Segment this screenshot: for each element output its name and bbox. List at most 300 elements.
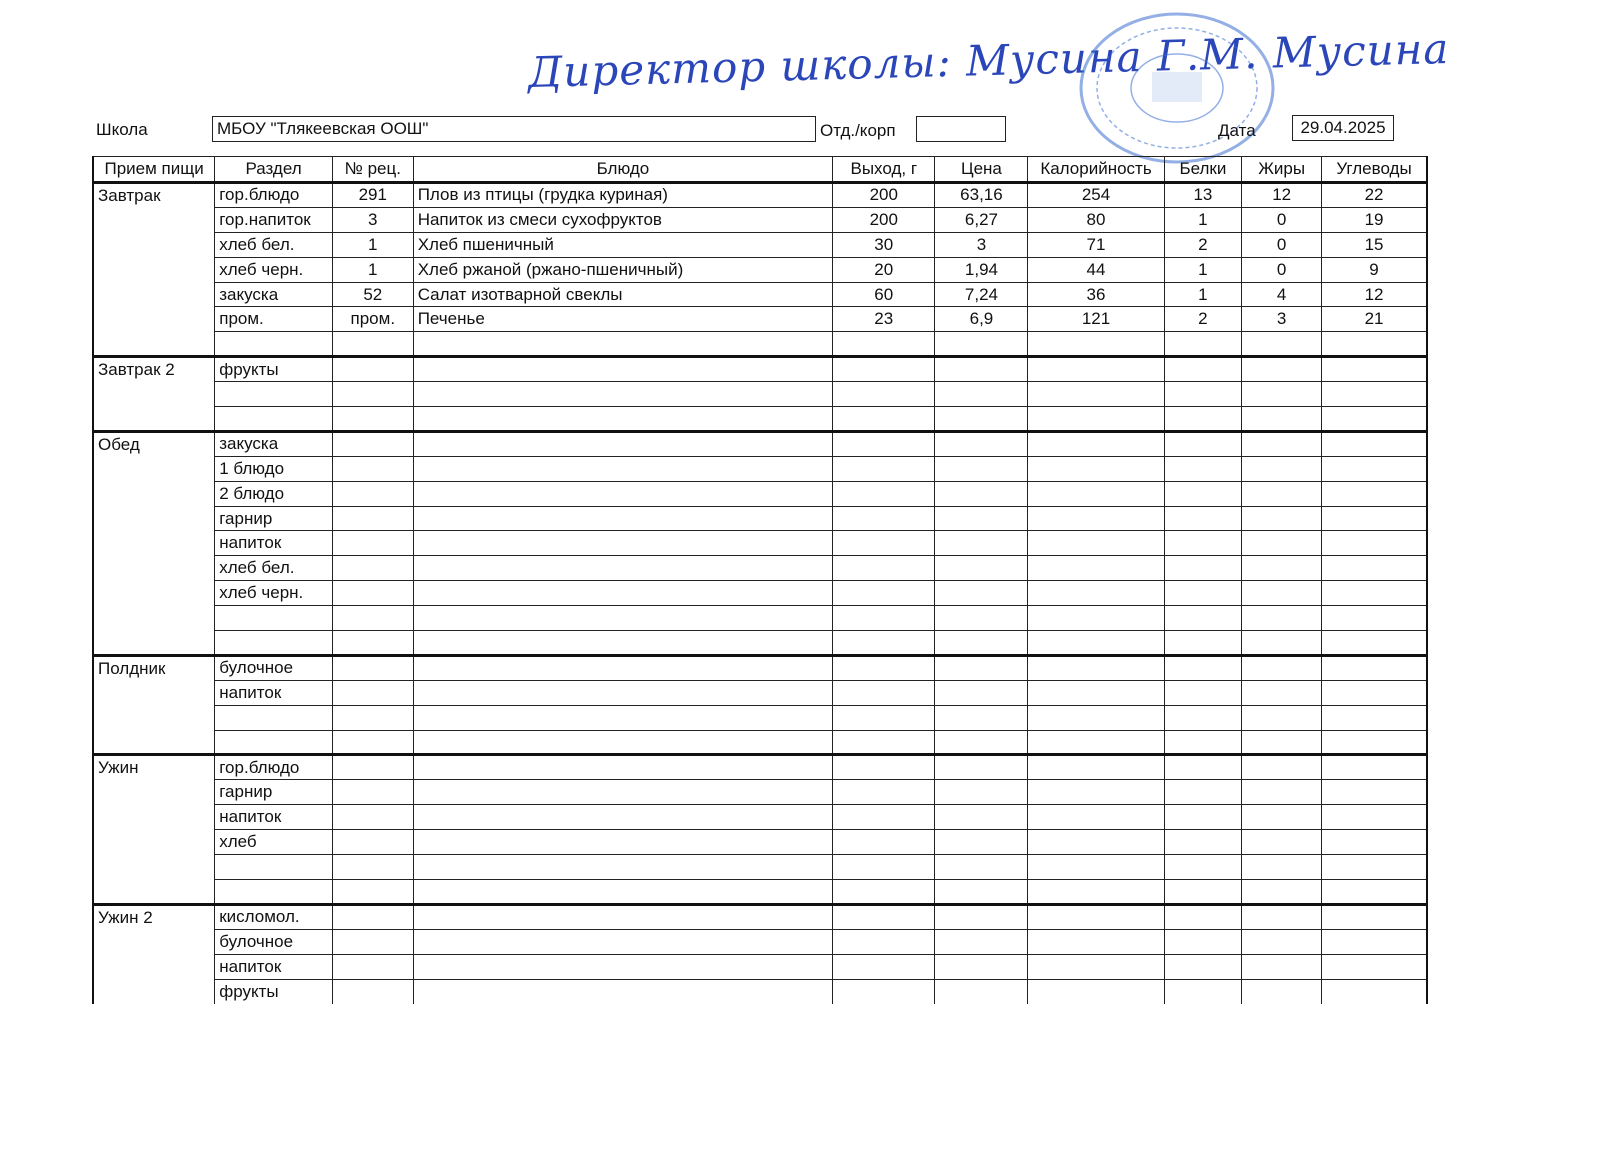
- yield-cell[interactable]: 200: [833, 207, 935, 232]
- fat-cell[interactable]: [1242, 954, 1322, 979]
- carbs-cell[interactable]: [1322, 382, 1427, 407]
- recipe-cell[interactable]: [332, 680, 413, 705]
- kcal-cell[interactable]: 44: [1028, 257, 1164, 282]
- protein-cell[interactable]: [1164, 830, 1242, 855]
- yield-cell[interactable]: [833, 531, 935, 556]
- fat-cell[interactable]: 0: [1242, 207, 1322, 232]
- section-cell[interactable]: закуска: [215, 282, 333, 307]
- section-cell[interactable]: закуска: [215, 431, 333, 456]
- dish-cell[interactable]: [413, 655, 832, 680]
- fat-cell[interactable]: [1242, 805, 1322, 830]
- kcal-cell[interactable]: [1028, 904, 1164, 929]
- carbs-cell[interactable]: 15: [1322, 232, 1427, 257]
- price-cell[interactable]: [935, 855, 1028, 880]
- recipe-cell[interactable]: [332, 606, 413, 631]
- protein-cell[interactable]: [1164, 805, 1242, 830]
- kcal-cell[interactable]: [1028, 456, 1164, 481]
- recipe-cell[interactable]: 52: [332, 282, 413, 307]
- recipe-cell[interactable]: [332, 830, 413, 855]
- dish-cell[interactable]: [413, 805, 832, 830]
- protein-cell[interactable]: [1164, 357, 1242, 382]
- fat-cell[interactable]: [1242, 456, 1322, 481]
- kcal-cell[interactable]: 121: [1028, 307, 1164, 332]
- yield-cell[interactable]: [833, 755, 935, 780]
- section-cell[interactable]: фрукты: [215, 979, 333, 1004]
- recipe-cell[interactable]: [332, 705, 413, 730]
- kcal-cell[interactable]: [1028, 531, 1164, 556]
- kcal-cell[interactable]: [1028, 332, 1164, 357]
- carbs-cell[interactable]: [1322, 680, 1427, 705]
- protein-cell[interactable]: 1: [1164, 207, 1242, 232]
- fat-cell[interactable]: [1242, 556, 1322, 581]
- section-cell[interactable]: 1 блюдо: [215, 456, 333, 481]
- fat-cell[interactable]: [1242, 631, 1322, 656]
- fat-cell[interactable]: [1242, 655, 1322, 680]
- carbs-cell[interactable]: [1322, 407, 1427, 432]
- dish-cell[interactable]: [413, 481, 832, 506]
- carbs-cell[interactable]: [1322, 655, 1427, 680]
- dish-cell[interactable]: [413, 606, 832, 631]
- yield-cell[interactable]: [833, 929, 935, 954]
- yield-cell[interactable]: [833, 780, 935, 805]
- fat-cell[interactable]: [1242, 606, 1322, 631]
- section-cell[interactable]: напиток: [215, 680, 333, 705]
- recipe-cell[interactable]: 291: [332, 183, 413, 208]
- protein-cell[interactable]: [1164, 780, 1242, 805]
- price-cell[interactable]: [935, 407, 1028, 432]
- dish-cell[interactable]: [413, 855, 832, 880]
- section-cell[interactable]: напиток: [215, 954, 333, 979]
- carbs-cell[interactable]: [1322, 506, 1427, 531]
- kcal-cell[interactable]: [1028, 879, 1164, 904]
- dish-cell[interactable]: [413, 456, 832, 481]
- yield-cell[interactable]: [833, 506, 935, 531]
- dish-cell[interactable]: [413, 979, 832, 1004]
- recipe-cell[interactable]: 3: [332, 207, 413, 232]
- price-cell[interactable]: [935, 830, 1028, 855]
- price-cell[interactable]: [935, 979, 1028, 1004]
- fat-cell[interactable]: [1242, 357, 1322, 382]
- section-cell[interactable]: кисломол.: [215, 904, 333, 929]
- section-cell[interactable]: гор.блюдо: [215, 755, 333, 780]
- kcal-cell[interactable]: [1028, 631, 1164, 656]
- recipe-cell[interactable]: [332, 780, 413, 805]
- recipe-cell[interactable]: [332, 979, 413, 1004]
- protein-cell[interactable]: [1164, 904, 1242, 929]
- recipe-cell[interactable]: пром.: [332, 307, 413, 332]
- carbs-cell[interactable]: [1322, 431, 1427, 456]
- price-cell[interactable]: [935, 730, 1028, 755]
- yield-cell[interactable]: [833, 655, 935, 680]
- dish-cell[interactable]: [413, 780, 832, 805]
- yield-cell[interactable]: [833, 631, 935, 656]
- kcal-cell[interactable]: [1028, 730, 1164, 755]
- protein-cell[interactable]: [1164, 456, 1242, 481]
- fat-cell[interactable]: [1242, 705, 1322, 730]
- fat-cell[interactable]: [1242, 680, 1322, 705]
- carbs-cell[interactable]: [1322, 830, 1427, 855]
- dish-cell[interactable]: [413, 407, 832, 432]
- dish-cell[interactable]: Печенье: [413, 307, 832, 332]
- protein-cell[interactable]: [1164, 929, 1242, 954]
- protein-cell[interactable]: [1164, 531, 1242, 556]
- section-cell[interactable]: [215, 705, 333, 730]
- yield-cell[interactable]: 20: [833, 257, 935, 282]
- recipe-cell[interactable]: [332, 755, 413, 780]
- fat-cell[interactable]: [1242, 755, 1322, 780]
- yield-cell[interactable]: [833, 855, 935, 880]
- recipe-cell[interactable]: [332, 904, 413, 929]
- fat-cell[interactable]: [1242, 431, 1322, 456]
- fat-cell[interactable]: 0: [1242, 257, 1322, 282]
- kcal-cell[interactable]: [1028, 780, 1164, 805]
- price-cell[interactable]: 6,9: [935, 307, 1028, 332]
- dish-cell[interactable]: [413, 556, 832, 581]
- price-cell[interactable]: [935, 506, 1028, 531]
- section-cell[interactable]: [215, 879, 333, 904]
- price-cell[interactable]: [935, 357, 1028, 382]
- kcal-cell[interactable]: [1028, 655, 1164, 680]
- kcal-cell[interactable]: [1028, 830, 1164, 855]
- kcal-cell[interactable]: 36: [1028, 282, 1164, 307]
- protein-cell[interactable]: 2: [1164, 307, 1242, 332]
- price-cell[interactable]: 1,94: [935, 257, 1028, 282]
- recipe-cell[interactable]: [332, 581, 413, 606]
- yield-cell[interactable]: [833, 954, 935, 979]
- fat-cell[interactable]: 3: [1242, 307, 1322, 332]
- dish-cell[interactable]: [413, 830, 832, 855]
- section-cell[interactable]: [215, 730, 333, 755]
- dish-cell[interactable]: Салат изотварной свеклы: [413, 282, 832, 307]
- fat-cell[interactable]: [1242, 407, 1322, 432]
- yield-cell[interactable]: [833, 407, 935, 432]
- protein-cell[interactable]: [1164, 730, 1242, 755]
- carbs-cell[interactable]: 21: [1322, 307, 1427, 332]
- price-cell[interactable]: [935, 705, 1028, 730]
- protein-cell[interactable]: [1164, 680, 1242, 705]
- carbs-cell[interactable]: [1322, 855, 1427, 880]
- yield-cell[interactable]: [833, 904, 935, 929]
- carbs-cell[interactable]: [1322, 606, 1427, 631]
- dish-cell[interactable]: [413, 755, 832, 780]
- carbs-cell[interactable]: [1322, 904, 1427, 929]
- section-cell[interactable]: хлеб черн.: [215, 257, 333, 282]
- price-cell[interactable]: 3: [935, 232, 1028, 257]
- kcal-cell[interactable]: [1028, 855, 1164, 880]
- section-cell[interactable]: хлеб бел.: [215, 556, 333, 581]
- yield-cell[interactable]: [833, 332, 935, 357]
- yield-cell[interactable]: [833, 382, 935, 407]
- carbs-cell[interactable]: [1322, 556, 1427, 581]
- section-cell[interactable]: [215, 606, 333, 631]
- price-cell[interactable]: [935, 481, 1028, 506]
- recipe-cell[interactable]: 1: [332, 232, 413, 257]
- carbs-cell[interactable]: [1322, 481, 1427, 506]
- price-cell[interactable]: [935, 655, 1028, 680]
- kcal-cell[interactable]: [1028, 481, 1164, 506]
- section-cell[interactable]: гор.напиток: [215, 207, 333, 232]
- section-cell[interactable]: гор.блюдо: [215, 183, 333, 208]
- carbs-cell[interactable]: [1322, 332, 1427, 357]
- recipe-cell[interactable]: [332, 805, 413, 830]
- price-cell[interactable]: [935, 382, 1028, 407]
- recipe-cell[interactable]: [332, 407, 413, 432]
- date-field[interactable]: 29.04.2025: [1292, 115, 1394, 141]
- protein-cell[interactable]: [1164, 382, 1242, 407]
- fat-cell[interactable]: [1242, 780, 1322, 805]
- dish-cell[interactable]: Напиток из смеси сухофруктов: [413, 207, 832, 232]
- recipe-cell[interactable]: [332, 655, 413, 680]
- carbs-cell[interactable]: [1322, 357, 1427, 382]
- carbs-cell[interactable]: [1322, 979, 1427, 1004]
- price-cell[interactable]: [935, 755, 1028, 780]
- fat-cell[interactable]: [1242, 830, 1322, 855]
- dish-cell[interactable]: [413, 879, 832, 904]
- protein-cell[interactable]: [1164, 407, 1242, 432]
- protein-cell[interactable]: [1164, 655, 1242, 680]
- price-cell[interactable]: [935, 680, 1028, 705]
- section-cell[interactable]: хлеб черн.: [215, 581, 333, 606]
- recipe-cell[interactable]: [332, 556, 413, 581]
- kcal-cell[interactable]: [1028, 606, 1164, 631]
- protein-cell[interactable]: [1164, 431, 1242, 456]
- protein-cell[interactable]: [1164, 879, 1242, 904]
- recipe-cell[interactable]: [332, 357, 413, 382]
- kcal-cell[interactable]: [1028, 929, 1164, 954]
- dept-field[interactable]: [916, 116, 1006, 142]
- protein-cell[interactable]: [1164, 556, 1242, 581]
- kcal-cell[interactable]: [1028, 805, 1164, 830]
- recipe-cell[interactable]: [332, 332, 413, 357]
- fat-cell[interactable]: [1242, 382, 1322, 407]
- yield-cell[interactable]: 200: [833, 183, 935, 208]
- kcal-cell[interactable]: [1028, 382, 1164, 407]
- price-cell[interactable]: [935, 631, 1028, 656]
- price-cell[interactable]: [935, 531, 1028, 556]
- carbs-cell[interactable]: [1322, 631, 1427, 656]
- price-cell[interactable]: [935, 581, 1028, 606]
- fat-cell[interactable]: 4: [1242, 282, 1322, 307]
- kcal-cell[interactable]: 80: [1028, 207, 1164, 232]
- section-cell[interactable]: [215, 332, 333, 357]
- protein-cell[interactable]: [1164, 506, 1242, 531]
- price-cell[interactable]: [935, 556, 1028, 581]
- price-cell[interactable]: [935, 954, 1028, 979]
- yield-cell[interactable]: [833, 830, 935, 855]
- price-cell[interactable]: [935, 332, 1028, 357]
- dish-cell[interactable]: [413, 382, 832, 407]
- recipe-cell[interactable]: [332, 481, 413, 506]
- protein-cell[interactable]: [1164, 581, 1242, 606]
- dish-cell[interactable]: [413, 431, 832, 456]
- yield-cell[interactable]: [833, 357, 935, 382]
- recipe-cell[interactable]: [332, 506, 413, 531]
- recipe-cell[interactable]: [332, 431, 413, 456]
- section-cell[interactable]: хлеб: [215, 830, 333, 855]
- section-cell[interactable]: хлеб бел.: [215, 232, 333, 257]
- protein-cell[interactable]: [1164, 954, 1242, 979]
- kcal-cell[interactable]: [1028, 680, 1164, 705]
- protein-cell[interactable]: 1: [1164, 282, 1242, 307]
- carbs-cell[interactable]: 22: [1322, 183, 1427, 208]
- section-cell[interactable]: напиток: [215, 805, 333, 830]
- protein-cell[interactable]: [1164, 481, 1242, 506]
- recipe-cell[interactable]: [332, 631, 413, 656]
- dish-cell[interactable]: [413, 506, 832, 531]
- dish-cell[interactable]: Хлеб ржаной (ржано-пшеничный): [413, 257, 832, 282]
- price-cell[interactable]: [935, 431, 1028, 456]
- protein-cell[interactable]: [1164, 631, 1242, 656]
- dish-cell[interactable]: [413, 531, 832, 556]
- fat-cell[interactable]: [1242, 879, 1322, 904]
- recipe-cell[interactable]: [332, 954, 413, 979]
- fat-cell[interactable]: [1242, 531, 1322, 556]
- kcal-cell[interactable]: [1028, 705, 1164, 730]
- price-cell[interactable]: 6,27: [935, 207, 1028, 232]
- fat-cell[interactable]: [1242, 904, 1322, 929]
- carbs-cell[interactable]: 19: [1322, 207, 1427, 232]
- recipe-cell[interactable]: 1: [332, 257, 413, 282]
- carbs-cell[interactable]: [1322, 531, 1427, 556]
- protein-cell[interactable]: 1: [1164, 257, 1242, 282]
- kcal-cell[interactable]: [1028, 357, 1164, 382]
- fat-cell[interactable]: [1242, 929, 1322, 954]
- fat-cell[interactable]: [1242, 332, 1322, 357]
- kcal-cell[interactable]: [1028, 979, 1164, 1004]
- yield-cell[interactable]: [833, 705, 935, 730]
- carbs-cell[interactable]: [1322, 456, 1427, 481]
- recipe-cell[interactable]: [332, 456, 413, 481]
- price-cell[interactable]: [935, 780, 1028, 805]
- section-cell[interactable]: [215, 855, 333, 880]
- kcal-cell[interactable]: [1028, 954, 1164, 979]
- yield-cell[interactable]: [833, 805, 935, 830]
- fat-cell[interactable]: [1242, 506, 1322, 531]
- recipe-cell[interactable]: [332, 855, 413, 880]
- kcal-cell[interactable]: [1028, 556, 1164, 581]
- protein-cell[interactable]: [1164, 606, 1242, 631]
- fat-cell[interactable]: 12: [1242, 183, 1322, 208]
- fat-cell[interactable]: [1242, 730, 1322, 755]
- section-cell[interactable]: напиток: [215, 531, 333, 556]
- fat-cell[interactable]: [1242, 979, 1322, 1004]
- yield-cell[interactable]: 60: [833, 282, 935, 307]
- dish-cell[interactable]: [413, 631, 832, 656]
- yield-cell[interactable]: [833, 879, 935, 904]
- fat-cell[interactable]: [1242, 481, 1322, 506]
- yield-cell[interactable]: [833, 979, 935, 1004]
- carbs-cell[interactable]: [1322, 805, 1427, 830]
- yield-cell[interactable]: [833, 730, 935, 755]
- fat-cell[interactable]: [1242, 855, 1322, 880]
- dish-cell[interactable]: [413, 357, 832, 382]
- protein-cell[interactable]: [1164, 755, 1242, 780]
- kcal-cell[interactable]: 254: [1028, 183, 1164, 208]
- yield-cell[interactable]: [833, 456, 935, 481]
- dish-cell[interactable]: [413, 680, 832, 705]
- section-cell[interactable]: 2 блюдо: [215, 481, 333, 506]
- protein-cell[interactable]: 13: [1164, 183, 1242, 208]
- dish-cell[interactable]: [413, 332, 832, 357]
- kcal-cell[interactable]: [1028, 407, 1164, 432]
- price-cell[interactable]: [935, 904, 1028, 929]
- yield-cell[interactable]: 23: [833, 307, 935, 332]
- yield-cell[interactable]: [833, 606, 935, 631]
- school-field[interactable]: МБОУ "Тлякеевская ООШ": [212, 116, 816, 142]
- kcal-cell[interactable]: [1028, 506, 1164, 531]
- kcal-cell[interactable]: [1028, 581, 1164, 606]
- section-cell[interactable]: булочное: [215, 655, 333, 680]
- price-cell[interactable]: [935, 879, 1028, 904]
- dish-cell[interactable]: [413, 929, 832, 954]
- recipe-cell[interactable]: [332, 879, 413, 904]
- section-cell[interactable]: [215, 382, 333, 407]
- yield-cell[interactable]: [833, 556, 935, 581]
- recipe-cell[interactable]: [332, 730, 413, 755]
- kcal-cell[interactable]: 71: [1028, 232, 1164, 257]
- kcal-cell[interactable]: [1028, 431, 1164, 456]
- price-cell[interactable]: [935, 929, 1028, 954]
- carbs-cell[interactable]: 9: [1322, 257, 1427, 282]
- yield-cell[interactable]: 30: [833, 232, 935, 257]
- recipe-cell[interactable]: [332, 382, 413, 407]
- yield-cell[interactable]: [833, 481, 935, 506]
- yield-cell[interactable]: [833, 431, 935, 456]
- section-cell[interactable]: булочное: [215, 929, 333, 954]
- carbs-cell[interactable]: [1322, 780, 1427, 805]
- kcal-cell[interactable]: [1028, 755, 1164, 780]
- carbs-cell[interactable]: 12: [1322, 282, 1427, 307]
- carbs-cell[interactable]: [1322, 755, 1427, 780]
- carbs-cell[interactable]: [1322, 730, 1427, 755]
- dish-cell[interactable]: [413, 730, 832, 755]
- dish-cell[interactable]: [413, 904, 832, 929]
- yield-cell[interactable]: [833, 581, 935, 606]
- yield-cell[interactable]: [833, 680, 935, 705]
- price-cell[interactable]: [935, 456, 1028, 481]
- protein-cell[interactable]: [1164, 855, 1242, 880]
- carbs-cell[interactable]: [1322, 879, 1427, 904]
- carbs-cell[interactable]: [1322, 705, 1427, 730]
- carbs-cell[interactable]: [1322, 581, 1427, 606]
- protein-cell[interactable]: [1164, 705, 1242, 730]
- protein-cell[interactable]: [1164, 979, 1242, 1004]
- dish-cell[interactable]: [413, 954, 832, 979]
- dish-cell[interactable]: Хлеб пшеничный: [413, 232, 832, 257]
- price-cell[interactable]: [935, 805, 1028, 830]
- section-cell[interactable]: [215, 407, 333, 432]
- section-cell[interactable]: пром.: [215, 307, 333, 332]
- price-cell[interactable]: [935, 606, 1028, 631]
- recipe-cell[interactable]: [332, 531, 413, 556]
- carbs-cell[interactable]: [1322, 954, 1427, 979]
- dish-cell[interactable]: Плов из птицы (грудка куриная): [413, 183, 832, 208]
- section-cell[interactable]: [215, 631, 333, 656]
- protein-cell[interactable]: [1164, 332, 1242, 357]
- recipe-cell[interactable]: [332, 929, 413, 954]
- section-cell[interactable]: гарнир: [215, 780, 333, 805]
- fat-cell[interactable]: [1242, 581, 1322, 606]
- dish-cell[interactable]: [413, 705, 832, 730]
- price-cell[interactable]: 63,16: [935, 183, 1028, 208]
- section-cell[interactable]: гарнир: [215, 506, 333, 531]
- section-cell[interactable]: фрукты: [215, 357, 333, 382]
- fat-cell[interactable]: 0: [1242, 232, 1322, 257]
- carbs-cell[interactable]: [1322, 929, 1427, 954]
- dish-cell[interactable]: [413, 581, 832, 606]
- protein-cell[interactable]: 2: [1164, 232, 1242, 257]
- price-cell[interactable]: 7,24: [935, 282, 1028, 307]
